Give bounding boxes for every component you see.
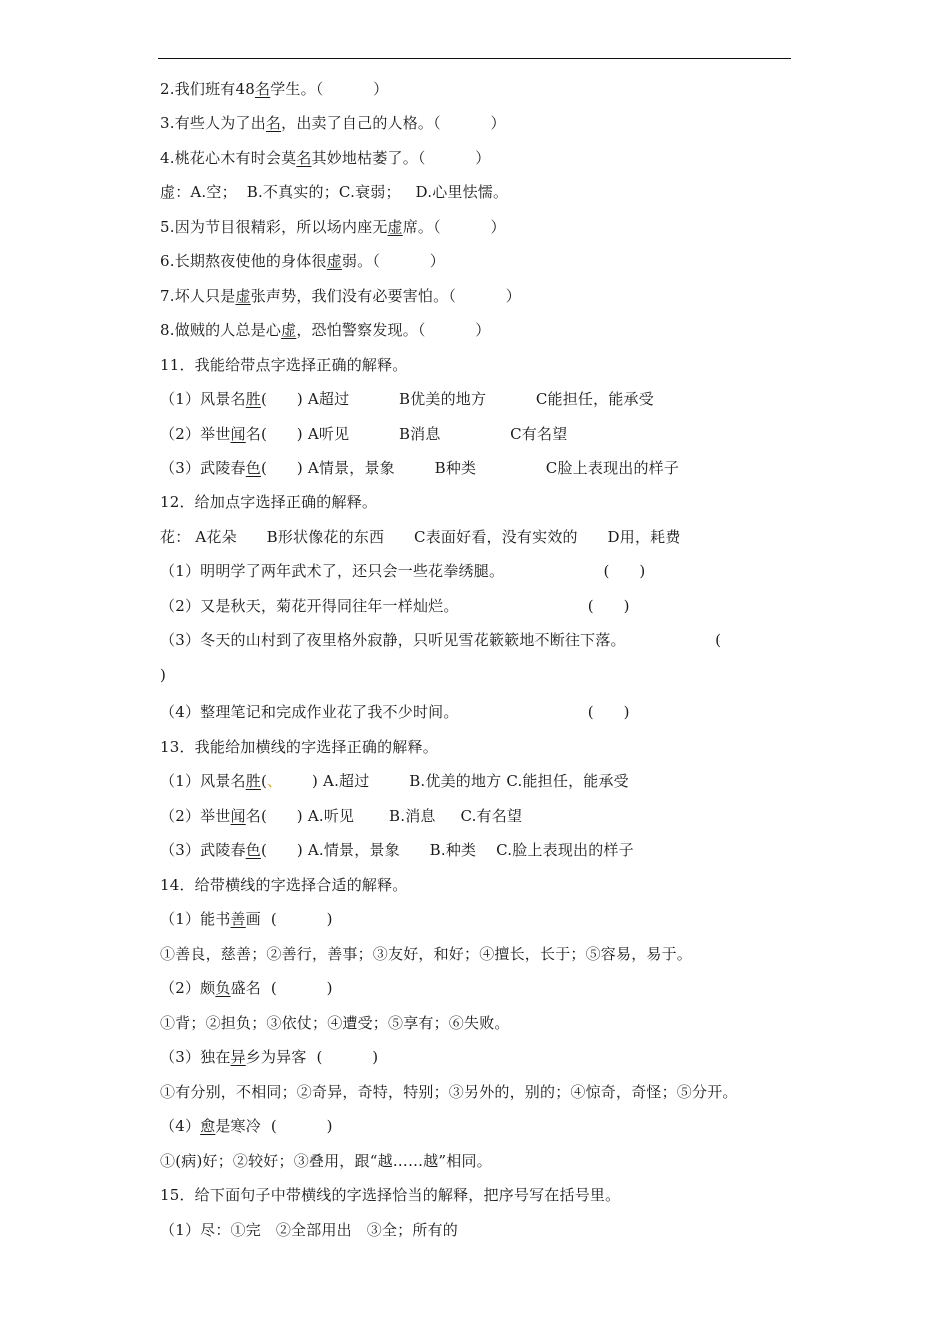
- section-14-item-4: （4）愈是寒冷 ( ): [160, 1117, 333, 1135]
- section-12-item-4: （4）整理笔记和完成作业花了我不少时间。 ( ): [160, 703, 630, 721]
- section-14-title: 14．给带横线的字选择合适的解释。: [160, 876, 408, 894]
- section-14-options-1: ①善良，慈善；②善行，善事；③友好，和好；④擅长，长于；⑤容易，易于。: [160, 945, 693, 963]
- definition-hua: 花： A花朵 B形状像花的东西 C表面好看，没有实效的 D用，耗费: [160, 528, 681, 546]
- section-15-title: 15．给下面句子中带横线的字选择恰当的解释，把序号写在括号里。: [160, 1186, 621, 1204]
- definition-xu: 虚：A.空； B.不真实的；C.衰弱； D.心里怯懦。: [160, 183, 509, 201]
- header-rule: [158, 58, 791, 59]
- question-2: 2.我们班有48名学生。（ ）: [160, 80, 389, 98]
- section-12-item-1: （1）明明学了两年武术了，还只会一些花拳绣腿。 ( ): [160, 562, 646, 580]
- question-7: 7.坏人只是虚张声势，我们没有必要害怕。（ ）: [160, 287, 521, 305]
- question-8: 8.做贼的人总是心虚，恐怕警察发现。（ ）: [160, 321, 491, 339]
- section-13-item-3: （3）武陵春色( ) A.情景，景象 B.种类 C.脸上表现出的样子: [160, 841, 634, 859]
- section-13-item-1: （1）风景名胜(、 ) A.超过 B.优美的地方 C.能担任，能承受: [160, 772, 629, 790]
- section-14-item-3: （3）独在异乡为异客 ( ): [160, 1048, 379, 1066]
- section-14-options-2: ①背；②担负；③依仗；④遭受；⑤享有；⑥失败。: [160, 1014, 510, 1032]
- section-12-item-3-cont: ): [160, 666, 167, 684]
- section-11-title: 11．我能给带点字选择正确的解释。: [160, 356, 408, 374]
- section-14-options-3: ①有分别，不相同；②奇异，奇特，特别；③另外的，别的；④惊奇，奇怪；⑤分开。: [160, 1083, 738, 1101]
- question-3: 3.有些人为了出名，出卖了自己的人格。（ ）: [160, 114, 506, 132]
- section-12-item-2: （2）又是秋天，菊花开得同往年一样灿烂。 ( ): [160, 597, 630, 615]
- question-5: 5.因为节目很精彩，所以场内座无虚席。（ ）: [160, 218, 506, 236]
- section-11-item-1: （1）风景名胜( ) A超过 B优美的地方 C能担任，能承受: [160, 390, 654, 408]
- section-15-item-1: （1）尽：①完 ②全部用出 ③全；所有的: [160, 1221, 458, 1239]
- question-4: 4.桃花心木有时会莫名其妙地枯萎了。（ ）: [160, 149, 491, 167]
- section-11-item-2: （2）举世闻名( ) A听见 B消息 C有名望: [160, 425, 568, 443]
- section-12-item-3: （3）冬天的山村到了夜里格外寂静，只听见雪花簌簌地不断往下落。 (: [160, 631, 722, 649]
- section-13-item-2: （2）举世闻名( ) A.听见 B.消息 C.有名望: [160, 807, 523, 825]
- section-14-item-2: （2）颇负盛名 ( ): [160, 979, 333, 997]
- section-12-title: 12．给加点字选择正确的解释。: [160, 493, 378, 511]
- section-13-title: 13．我能给加横线的字选择正确的解释。: [160, 738, 438, 756]
- question-6: 6.长期熬夜使他的身体很虚弱。（ ）: [160, 252, 445, 270]
- section-14-options-4: ①(病)好；②较好；③叠用，跟“越……越”相同。: [160, 1152, 492, 1170]
- section-11-item-3: （3）武陵春色( ) A情景，景象 B种类 C脸上表现出的样子: [160, 459, 680, 477]
- section-14-item-1: （1）能书善画 ( ): [160, 910, 333, 928]
